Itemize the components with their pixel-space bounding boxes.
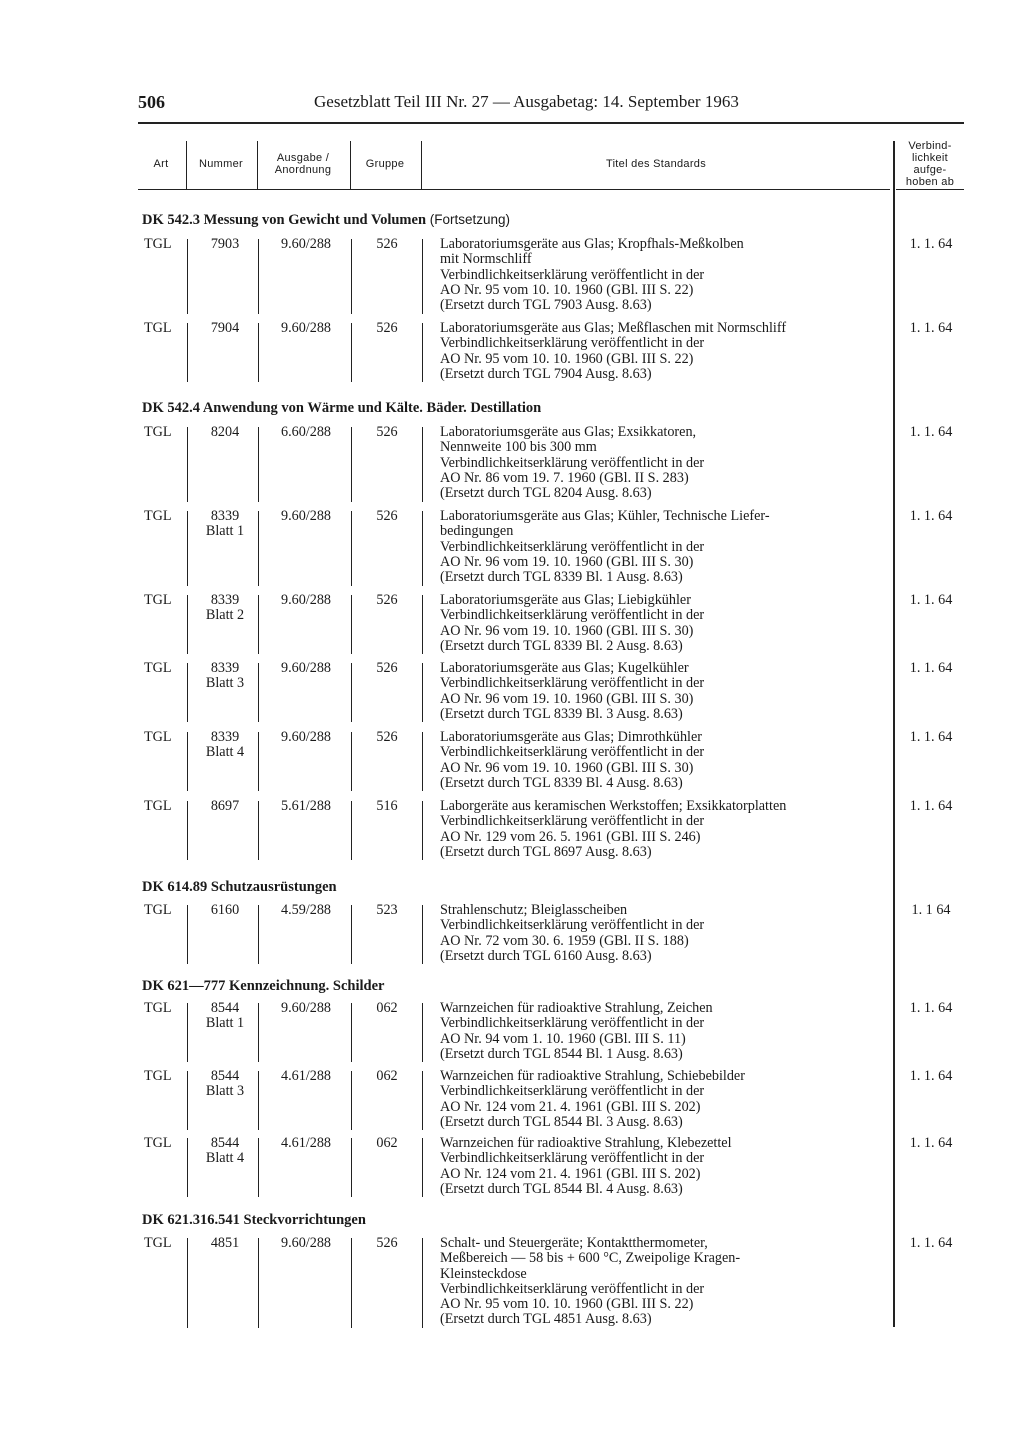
- group-code: 526: [376, 424, 398, 440]
- column-divider: [187, 801, 188, 860]
- column-divider: [422, 1071, 423, 1130]
- column-divider: [187, 732, 188, 791]
- table-row: [0, 661, 1024, 724]
- standard-title: [440, 661, 888, 722]
- column-divider: [422, 427, 423, 502]
- standard-number: [196, 237, 254, 252]
- standard-type: TGL: [144, 660, 172, 676]
- standard-title-line: Verbindlichkeitserklärung veröffentlicht in der: [440, 1083, 705, 1100]
- standard-title-line: AO Nr. 96 vom 19. 10. 1960 (GBl. III S. 30): [440, 759, 694, 776]
- standard-number-line: 4851: [210, 1235, 240, 1251]
- standard-title: [440, 1136, 888, 1197]
- column-header-title: Titel des Standards: [605, 158, 707, 170]
- standard-number: [196, 799, 254, 814]
- standard-title-line: Verbindlichkeitserklärung veröffentlicht in der: [440, 538, 705, 555]
- column-divider: [187, 1138, 188, 1197]
- standard-number-line: Blatt 4: [205, 1150, 245, 1167]
- standard-number: [196, 661, 254, 692]
- column-divider: [258, 663, 259, 722]
- column-divider: [187, 511, 188, 586]
- standard-title: [440, 799, 888, 860]
- column-divider: [258, 595, 259, 654]
- standard-title-line: Laboratoriumsgeräte aus Glas; Meßflaschen mit Normschliff: [440, 320, 787, 336]
- standard-title-line: Verbindlichkeitserklärung veröffentlicht in der: [440, 266, 705, 283]
- header-rule: [138, 122, 964, 124]
- standard-number: [196, 730, 254, 761]
- standard-number-line: 7904: [210, 320, 240, 336]
- column-divider: [187, 239, 188, 314]
- table-row: [0, 903, 1024, 966]
- standard-title: [440, 509, 888, 585]
- column-divider: [351, 511, 352, 586]
- page-header: [138, 92, 960, 118]
- standard-title-line: Laborgeräte aus keramischen Werkstoffen; Exsikkatorplatten: [440, 798, 787, 814]
- standard-number-line: 8339: [210, 508, 240, 524]
- column-header-number: Nummer: [199, 158, 243, 170]
- standard-title-line: Verbindlichkeitserklärung veröffentlicht in der: [440, 607, 705, 624]
- standard-title-line: AO Nr. 95 vom 10. 10. 1960 (GBl. III S. 22): [440, 350, 694, 367]
- validity-date: 1. 1. 64: [909, 798, 953, 814]
- column-divider: [351, 1238, 352, 1328]
- column-header-validity-line: Verbind-: [908, 140, 952, 152]
- standard-number: [196, 1001, 254, 1032]
- standard-title: [440, 1069, 888, 1130]
- column-divider: [258, 1071, 259, 1130]
- standard-title-line: Verbindlichkeitserklärung veröffentlicht in der: [440, 335, 705, 352]
- column-divider: [258, 1238, 259, 1328]
- standard-title-line: (Ersetzt durch TGL 8339 Bl. 4 Ausg. 8.63): [440, 774, 683, 791]
- table-row: [0, 1236, 1024, 1330]
- standard-title-line: (Ersetzt durch TGL 8544 Bl. 4 Ausg. 8.63): [440, 1180, 683, 1197]
- standard-number-line: 8544: [210, 1135, 240, 1151]
- standard-number: [196, 903, 254, 918]
- standard-title-line: AO Nr. 72 vom 30. 6. 1959 (GBl. II S. 188): [440, 932, 689, 949]
- issue-date: 9.60/288: [280, 1000, 332, 1016]
- group-code: 523: [376, 902, 398, 918]
- standard-title-line: (Ersetzt durch TGL 8697 Ausg. 8.63): [440, 843, 652, 860]
- column-header-validity-line: aufge-: [913, 164, 947, 176]
- column-divider: [351, 1071, 352, 1130]
- standard-type: TGL: [144, 592, 172, 608]
- column-divider: [258, 323, 259, 382]
- column-divider: [187, 1003, 188, 1062]
- section-heading-label: DK 542.4 Anwendung von Wärme und Kälte. Bäder. Destillation: [142, 400, 542, 416]
- column-divider: [187, 1238, 188, 1328]
- validity-date: 1. 1. 64: [909, 660, 953, 676]
- standard-title: [440, 903, 888, 964]
- standard-title-line: Warnzeichen für radioaktive Strahlung, Schiebebilder: [440, 1068, 745, 1084]
- standard-number: [196, 509, 254, 540]
- table-row: [0, 425, 1024, 504]
- standard-number: [196, 321, 254, 336]
- column-divider: [351, 1003, 352, 1062]
- issue-date: 4.59/288: [280, 902, 332, 918]
- column-divider: [351, 239, 352, 314]
- issue-date: 6.60/288: [280, 424, 332, 440]
- column-divider: [258, 427, 259, 502]
- validity-date: 1. 1. 64: [909, 592, 953, 608]
- standard-number-line: 8544: [210, 1068, 240, 1084]
- section-heading: [142, 1212, 366, 1229]
- standard-title-line: bedingungen: [440, 523, 514, 540]
- standard-number: [196, 1236, 254, 1251]
- column-divider: [351, 663, 352, 722]
- standard-type: TGL: [144, 508, 172, 524]
- section-heading-note: (Fortsetzung): [426, 212, 511, 227]
- validity-date: 1. 1. 64: [909, 236, 953, 252]
- group-code: 526: [376, 508, 398, 524]
- table-row: [0, 593, 1024, 656]
- standard-title-line: (Ersetzt durch TGL 6160 Ausg. 8.63): [440, 947, 652, 964]
- issue-date: 9.60/288: [280, 320, 332, 336]
- standard-title-line: AO Nr. 86 vom 19. 7. 1960 (GBl. II S. 283): [440, 469, 689, 486]
- issue-date: 4.61/288: [280, 1068, 332, 1084]
- column-divider: [258, 905, 259, 964]
- column-divider: [187, 323, 188, 382]
- column-divider: [187, 1071, 188, 1130]
- standard-title-line: Laboratoriumsgeräte aus Glas; Liebigkühler: [440, 592, 691, 608]
- column-header-rule: [896, 189, 964, 190]
- standard-number: [196, 1069, 254, 1100]
- section-heading-label: DK 621.316.541 Steckvorrichtungen: [142, 1212, 366, 1228]
- standard-title-line: Laboratoriumsgeräte aus Glas; Exsikkatoren,: [440, 424, 697, 440]
- table-row: [0, 1136, 1024, 1199]
- column-header-issue: [257, 141, 349, 187]
- standard-title-line: (Ersetzt durch TGL 8544 Bl. 3 Ausg. 8.63): [440, 1113, 683, 1130]
- standard-title-line: (Ersetzt durch TGL 8339 Bl. 2 Ausg. 8.63): [440, 637, 683, 654]
- column-divider: [351, 1138, 352, 1197]
- standard-title: [440, 1236, 888, 1328]
- column-divider: [187, 595, 188, 654]
- standard-title-line: AO Nr. 96 vom 19. 10. 1960 (GBl. III S. 30): [440, 690, 694, 707]
- standard-type: TGL: [144, 1135, 172, 1151]
- section-heading-label: DK 621—777 Kennzeichnung. Schilder: [142, 978, 385, 994]
- standard-title-line: Verbindlichkeitserklärung veröffentlicht in der: [440, 813, 705, 830]
- standard-number-line: 8544: [210, 1000, 240, 1016]
- standard-number-line: 8697: [210, 798, 240, 814]
- column-header-type: Art: [153, 158, 169, 170]
- table-row: [0, 730, 1024, 793]
- standard-number-line: 8204: [210, 424, 240, 440]
- validity-date: 1. 1. 64: [909, 1135, 953, 1151]
- standard-title-line: (Ersetzt durch TGL 8339 Bl. 3 Ausg. 8.63): [440, 705, 683, 722]
- standard-title-line: Laboratoriumsgeräte aus Glas; Kühler, Technische Liefer-: [440, 508, 770, 524]
- column-divider: [351, 905, 352, 964]
- issue-date: 9.60/288: [280, 1235, 332, 1251]
- standard-title-line: (Ersetzt durch TGL 8339 Bl. 1 Ausg. 8.63): [440, 569, 683, 586]
- table-row: [0, 799, 1024, 862]
- column-divider: [351, 801, 352, 860]
- issue-date: 9.60/288: [280, 236, 332, 252]
- column-divider: [351, 323, 352, 382]
- standard-type: TGL: [144, 1000, 172, 1016]
- column-divider: [422, 323, 423, 382]
- column-header-rule: [138, 189, 890, 190]
- column-divider: [258, 239, 259, 314]
- table-row: [0, 1001, 1024, 1064]
- validity-date: 1. 1. 64: [909, 508, 953, 524]
- column-divider: [187, 663, 188, 722]
- column-divider: [258, 801, 259, 860]
- column-divider: [187, 905, 188, 964]
- table-row: [0, 1069, 1024, 1132]
- column-divider: [422, 511, 423, 586]
- column-divider: [258, 1003, 259, 1062]
- table-row: [0, 509, 1024, 588]
- standard-number-line: 8339: [210, 660, 240, 676]
- section-heading: [142, 879, 337, 896]
- column-divider: [422, 1138, 423, 1197]
- standard-title-line: AO Nr. 96 vom 19. 10. 1960 (GBl. III S. 30): [440, 622, 694, 639]
- validity-date: 1. 1. 64: [909, 320, 953, 336]
- standard-number-line: 8339: [210, 729, 240, 745]
- column-header-validity-line: hoben ab: [905, 176, 955, 188]
- standard-number: [196, 1136, 254, 1167]
- standard-number-line: Blatt 4: [205, 744, 245, 761]
- issue-date: 4.61/288: [280, 1135, 332, 1151]
- standard-title-line: (Ersetzt durch TGL 4851 Ausg. 8.63): [440, 1311, 652, 1328]
- standard-title-line: AO Nr. 96 vom 19. 10. 1960 (GBl. III S. 30): [440, 553, 694, 570]
- section-heading: [142, 212, 510, 229]
- standard-number-line: Blatt 3: [205, 1083, 245, 1100]
- section-heading: [142, 978, 385, 995]
- validity-date: 1. 1. 64: [909, 729, 953, 745]
- standard-number-line: 6160: [210, 902, 240, 918]
- column-divider: [351, 595, 352, 654]
- column-divider: [422, 663, 423, 722]
- group-code: 062: [376, 1135, 398, 1151]
- standard-type: TGL: [144, 902, 172, 918]
- standard-title-line: AO Nr. 124 vom 21. 4. 1961 (GBl. III S. 202): [440, 1165, 701, 1182]
- standard-title-line: Laboratoriumsgeräte aus Glas; Kropfhals-Meßkolben: [440, 236, 744, 252]
- standard-title-line: Kleinsteckdose: [440, 1265, 527, 1282]
- standard-title-line: AO Nr. 94 vom 1. 10. 1960 (GBl. III S. 11): [440, 1030, 686, 1047]
- column-divider: [422, 1238, 423, 1328]
- column-header-issue-line: Anordnung: [274, 164, 332, 176]
- standard-title-line: Laboratoriumsgeräte aus Glas; Dimrothkühler: [440, 729, 702, 745]
- standard-title-line: AO Nr. 95 vom 10. 10. 1960 (GBl. III S. 22): [440, 1296, 694, 1313]
- column-divider: [422, 1003, 423, 1062]
- validity-date: 1. 1. 64: [909, 1000, 953, 1016]
- standard-title-line: (Ersetzt durch TGL 7904 Ausg. 8.63): [440, 365, 652, 382]
- column-divider: [422, 905, 423, 964]
- standard-type: TGL: [144, 1068, 172, 1084]
- standard-number-line: Blatt 1: [205, 523, 245, 540]
- running-head: Gesetzblatt Teil III Nr. 27 — Ausgabetag: 14. September 1963: [314, 92, 739, 111]
- section-heading-label: DK 614.89 Schutzausrüstungen: [142, 879, 337, 895]
- column-divider: [258, 1138, 259, 1197]
- standard-type: TGL: [144, 1235, 172, 1251]
- page-number: 506: [138, 92, 165, 112]
- standard-number-line: Blatt 1: [205, 1015, 245, 1032]
- table-row: [0, 321, 1024, 384]
- column-divider: [351, 732, 352, 791]
- standard-title-line: Warnzeichen für radioaktive Strahlung, Zeichen: [440, 1000, 713, 1016]
- standard-title-line: AO Nr. 129 vom 26. 5. 1961 (GBl. III S. 246): [440, 828, 701, 845]
- standard-title-line: Verbindlichkeitserklärung veröffentlicht in der: [440, 744, 705, 761]
- issue-date: 9.60/288: [280, 508, 332, 524]
- standard-type: TGL: [144, 798, 172, 814]
- group-code: 526: [376, 320, 398, 336]
- standard-title-line: Meßbereich — 58 bis + 600 °C, Zweipolige Kragen-: [440, 1250, 741, 1267]
- standard-title-line: Verbindlichkeitserklärung veröffentlicht in der: [440, 675, 705, 692]
- column-divider: [187, 427, 188, 502]
- issue-date: 9.60/288: [280, 660, 332, 676]
- group-code: 526: [376, 660, 398, 676]
- column-header-validity: [896, 141, 964, 187]
- standard-type: TGL: [144, 320, 172, 336]
- standard-title-line: Verbindlichkeitserklärung veröffentlicht in der: [440, 1015, 705, 1032]
- validity-date: 1. 1. 64: [909, 1235, 953, 1251]
- validity-date: 1. 1 64: [911, 902, 951, 918]
- standard-title-line: Verbindlichkeitserklärung veröffentlicht in der: [440, 454, 705, 471]
- group-code: 526: [376, 592, 398, 608]
- section-heading: [142, 400, 541, 417]
- standard-title-line: Warnzeichen für radioaktive Strahlung, Klebezettel: [440, 1135, 732, 1151]
- column-divider: [422, 801, 423, 860]
- group-code: 516: [376, 798, 398, 814]
- group-code: 062: [376, 1000, 398, 1016]
- column-divider: [351, 427, 352, 502]
- standard-title: [440, 1001, 888, 1062]
- standard-title: [440, 593, 888, 654]
- standard-type: TGL: [144, 236, 172, 252]
- column-divider: [422, 732, 423, 791]
- group-code: 526: [376, 236, 398, 252]
- standard-title-line: AO Nr. 95 vom 10. 10. 1960 (GBl. III S. 22): [440, 281, 694, 298]
- group-code: 526: [376, 729, 398, 745]
- issue-date: 9.60/288: [280, 592, 332, 608]
- column-divider: [422, 595, 423, 654]
- standard-title-line: Verbindlichkeitserklärung veröffentlicht in der: [440, 1280, 705, 1297]
- standard-title: [440, 425, 888, 501]
- issue-date: 5.61/288: [280, 798, 332, 814]
- standard-number: [196, 593, 254, 624]
- standard-number-line: Blatt 2: [205, 607, 245, 624]
- standard-title-line: Laboratoriumsgeräte aus Glas; Kugelkühler: [440, 660, 689, 676]
- standard-title-line: Strahlenschutz; Bleiglasscheiben: [440, 902, 628, 918]
- standard-number-line: 7903: [210, 236, 240, 252]
- issue-date: 9.60/288: [280, 729, 332, 745]
- standard-title-line: (Ersetzt durch TGL 7903 Ausg. 8.63): [440, 297, 652, 314]
- standard-type: TGL: [144, 729, 172, 745]
- standard-number-line: Blatt 3: [205, 675, 245, 692]
- standard-title-line: Nennweite 100 bis 300 mm: [440, 439, 597, 456]
- standard-title-line: Schalt- und Steuergeräte; Kontaktthermometer,: [440, 1235, 708, 1251]
- validity-date: 1. 1. 64: [909, 424, 953, 440]
- column-header-issue-line: Ausgabe /: [276, 152, 330, 164]
- standard-title: [440, 321, 888, 382]
- standard-number-line: 8339: [210, 592, 240, 608]
- standard-type: TGL: [144, 424, 172, 440]
- column-divider: [422, 239, 423, 314]
- group-code: 526: [376, 1235, 398, 1251]
- standard-title-line: AO Nr. 124 vom 21. 4. 1961 (GBl. III S. 202): [440, 1098, 701, 1115]
- column-divider: [258, 511, 259, 586]
- standard-title-line: (Ersetzt durch TGL 8204 Ausg. 8.63): [440, 485, 652, 502]
- standard-title-line: Verbindlichkeitserklärung veröffentlicht in der: [440, 1150, 705, 1167]
- column-divider: [258, 732, 259, 791]
- standard-number: [196, 425, 254, 440]
- column-header-group: Gruppe: [365, 158, 405, 170]
- standard-title: [440, 730, 888, 791]
- column-header-validity-line: lichkeit: [911, 152, 949, 164]
- standard-title-line: Verbindlichkeitserklärung veröffentlicht in der: [440, 917, 705, 934]
- standard-title-line: mit Normschliff: [440, 251, 532, 268]
- table-row: [0, 237, 1024, 316]
- standard-title: [440, 237, 888, 313]
- standard-title-line: (Ersetzt durch TGL 8544 Bl. 1 Ausg. 8.63): [440, 1045, 683, 1062]
- group-code: 062: [376, 1068, 398, 1084]
- section-heading-label: DK 542.3 Messung von Gewicht und Volumen: [142, 212, 427, 228]
- validity-date: 1. 1. 64: [909, 1068, 953, 1084]
